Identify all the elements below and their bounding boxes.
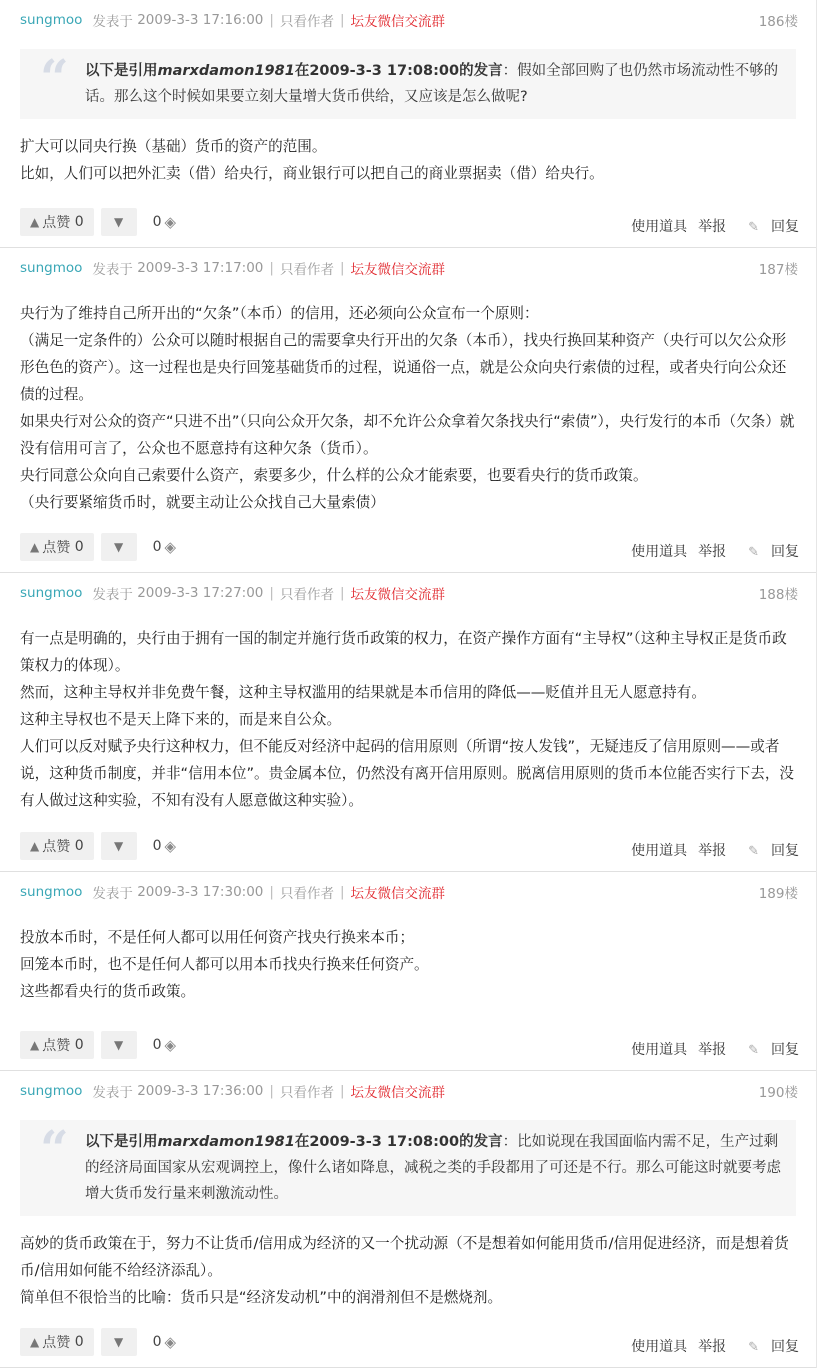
post-line: 央行为了维持自己所开出的“欠条”（本币）的信用，还必须向公众宣布一个原则： [20, 305, 539, 322]
quote-at: 在 [294, 63, 310, 79]
author-link[interactable]: sungmoo [20, 260, 83, 276]
diamond-icon: ◈ [164, 837, 177, 855]
post-line: 有一点是明确的，央行由于拥有一国的制定并施行货币政策的权力，在资产操作方面有“主导权”（这种主导权正是货币政策权力的体现）。 [20, 630, 787, 674]
quote-mark-icon: “ [40, 1119, 69, 1178]
diamond-icon: ◈ [164, 1036, 177, 1054]
reply-link[interactable] [737, 1039, 799, 1059]
score [153, 837, 176, 855]
dislike-button[interactable] [101, 533, 137, 561]
post-line: （满足一定条件的）公众可以随时根据自己的需要拿央行开出的欠条（本币），找央行换回某种资产（央行可以欠公众形形色色的资产）。这一过程也是央行回笼基础货币的过程，说通俗一点，就是公众向央行索债的过程，或者央行向公众还债的过程。 [20, 332, 787, 403]
quote-text: ：比如说现在我国面临内需不足，生产过剩的经济局面国家从宏观调控上，像什么诸如降息，减税之类的手段都用了可还是不行。那么可能这时就要考虑增大货币发行量来刺激流动性。 [85, 1134, 781, 1202]
author-link[interactable]: sungmoo [20, 12, 83, 28]
reply-label: 回复 [771, 219, 799, 235]
score-value: 0 [152, 539, 162, 555]
dislike-button[interactable] [101, 832, 137, 860]
forum-post [0, 1071, 816, 1368]
forum-post [0, 573, 816, 872]
thumb-down-icon: ▼ [113, 540, 124, 554]
posted-prefix: 发表于 [92, 262, 133, 278]
post-line: 这种主导权也不是天上降下来的，而是来自公众。 [20, 711, 342, 728]
forum-post [0, 0, 816, 248]
post-line: （央行要紧缩货币时，就要主动让公众找自己大量索债） [20, 494, 385, 511]
post-meta [20, 573, 796, 613]
score-value: 0 [152, 1037, 162, 1053]
post-line: 然而，这种主导权并非免费午餐，这种主导权滥用的结果就是本币信用的降低——贬值并且无人愿意持有。 [20, 684, 706, 701]
pencil-icon: ✎ [748, 1043, 759, 1058]
post-actions [620, 541, 799, 561]
post-content [20, 613, 796, 821]
like-button[interactable] [20, 1031, 94, 1059]
post-content [20, 1226, 796, 1317]
wechat-group-link[interactable]: 坛友微信交流群 [350, 1085, 446, 1101]
only-author-link[interactable]: 只看作者 [279, 587, 334, 603]
thumb-down-icon: ▼ [113, 215, 124, 229]
report-link[interactable]: 举报 [698, 843, 727, 859]
like-count: 0 [74, 1334, 84, 1350]
dislike-button[interactable] [101, 1328, 137, 1356]
report-link[interactable]: 举报 [698, 544, 727, 560]
post-actions [620, 840, 799, 860]
floor-number[interactable]: 189楼 [758, 886, 798, 902]
post-actions [620, 1336, 799, 1356]
thumb-down-icon: ▼ [113, 1335, 124, 1349]
author-link[interactable]: sungmoo [20, 585, 83, 601]
like-count: 0 [74, 1037, 84, 1053]
wechat-group-link[interactable]: 坛友微信交流群 [350, 886, 446, 902]
reply-link[interactable] [737, 840, 799, 860]
post-time: 2009-3-3 17:30:00 [137, 884, 264, 900]
post-actions [620, 216, 799, 236]
like-label: 点赞 [42, 540, 71, 556]
reply-link[interactable] [737, 216, 799, 236]
like-count: 0 [74, 539, 84, 555]
quote-at: 在 [294, 1134, 310, 1150]
post-line: 投放本币时，不是任何人都可以用任何资产找央行换来本币； [20, 929, 415, 946]
use-tools-link[interactable]: 使用道具 [631, 219, 688, 235]
post-action-bar [20, 522, 799, 572]
dislike-button[interactable] [101, 1031, 137, 1059]
dislike-button[interactable] [101, 208, 137, 236]
post-line: 高妙的货币政策在于，努力不让货币/信用成为经济的又一个扰动源（不是想着如何能用货币/信用促进经济，而是想着货币/信用如何能不给经济添乱）。 [20, 1235, 789, 1279]
diamond-icon: ◈ [164, 213, 177, 231]
score [153, 213, 176, 231]
pencil-icon: ✎ [748, 1340, 759, 1355]
like-button[interactable] [20, 1328, 94, 1356]
post-content [20, 288, 796, 522]
meta-separator: | [269, 1083, 274, 1099]
post-content [20, 129, 796, 197]
author-link[interactable]: sungmoo [20, 1083, 83, 1099]
post-line: 比如，人们可以把外汇卖（借）给央行，商业银行可以把自己的商业票据卖（借）给央行。 [20, 165, 604, 182]
post-line: 这些都看央行的货币政策。 [20, 983, 196, 1000]
like-label: 点赞 [42, 1038, 71, 1054]
quote-lead: 以下是引用 [85, 63, 158, 79]
use-tools-link[interactable]: 使用道具 [631, 1042, 688, 1058]
like-button[interactable] [20, 208, 94, 236]
post-line: 人们可以反对赋予央行这种权力，但不能反对经济中起码的信用原则（所谓“按人发钱”，无疑违反了信用原则——或者说，这种货币制度，并非“信用本位”。贵金属本位，仍然没有离开信用原则。脱离信用原则的货币本位能否实行下去，没有人做过这种实验，不知有没有人愿意做这种实验）。 [20, 738, 795, 809]
quote-mark-icon: “ [40, 48, 69, 107]
reply-label: 回复 [771, 544, 799, 560]
like-count: 0 [74, 214, 84, 230]
post-meta [20, 0, 796, 40]
quote-date: 2009-3-3 17:08:00 [309, 63, 460, 79]
only-author-link[interactable]: 只看作者 [279, 262, 334, 278]
floor-number[interactable]: 187楼 [758, 262, 798, 278]
score-value: 0 [152, 838, 162, 854]
quote-suffix: 的发言 [459, 1134, 503, 1150]
like-label: 点赞 [42, 1335, 71, 1351]
quote-text: ：假如全部回购了也仍然市场流动性不够的话。那么这个时候如果要立刻大量增大货币供给，又应该是怎么做呢? [85, 63, 779, 105]
post-time: 2009-3-3 17:17:00 [137, 260, 264, 276]
pencil-icon: ✎ [748, 545, 759, 560]
wechat-group-link[interactable]: 坛友微信交流群 [350, 587, 446, 603]
pencil-icon: ✎ [748, 220, 759, 235]
forum-post [0, 872, 816, 1071]
diamond-icon: ◈ [164, 1333, 177, 1351]
use-tools-link[interactable]: 使用道具 [631, 1339, 688, 1355]
post-action-bar [20, 197, 799, 247]
meta-separator: | [269, 884, 274, 900]
meta-separator: | [339, 585, 345, 601]
post-line: 央行同意公众向自己索要什么资产，索要多少，什么样的公众才能索要，也要看央行的货币政策。 [20, 467, 648, 484]
meta-separator: | [339, 260, 345, 276]
thumb-up-icon: ▲ [30, 839, 40, 853]
score [153, 1333, 176, 1351]
post-meta [20, 1071, 796, 1111]
post-line: 简单但不很恰当的比喻：货币只是“经济发动机”中的润滑剂但不是燃烧剂。 [20, 1289, 503, 1306]
post-actions [620, 1039, 799, 1059]
quote-user[interactable]: marxdamon1981 [157, 1134, 295, 1150]
meta-separator: | [339, 884, 345, 900]
quote-block [20, 1120, 796, 1216]
author-link[interactable]: sungmoo [20, 884, 83, 900]
thumb-up-icon: ▲ [30, 1038, 40, 1052]
post-action-bar [20, 1317, 799, 1367]
post-action-bar [20, 821, 799, 871]
post-line: 扩大可以同央行换（基础）货币的资产的范围。 [20, 138, 327, 155]
quote-date: 2009-3-3 17:08:00 [309, 1134, 460, 1150]
post-line: 如果央行对公众的资产“只进不出”（只向公众开欠条，却不允许公众拿着欠条找央行“索债”），央行发行的本币（欠条）就没有信用可言了，公众也不愿意持有这种欠条（货币）。 [20, 413, 795, 457]
meta-separator: | [269, 12, 274, 28]
reply-label: 回复 [771, 1339, 799, 1355]
diamond-icon: ◈ [164, 538, 177, 556]
thumb-up-icon: ▲ [30, 215, 40, 229]
score [153, 538, 176, 556]
only-author-link[interactable]: 只看作者 [279, 14, 334, 30]
post-time: 2009-3-3 17:16:00 [137, 12, 264, 28]
thumb-up-icon: ▲ [30, 540, 40, 554]
quote-suffix: 的发言 [459, 63, 503, 79]
meta-separator: | [339, 12, 345, 28]
wechat-group-link[interactable]: 坛友微信交流群 [350, 262, 446, 278]
posted-prefix: 发表于 [92, 587, 133, 603]
quote-user[interactable]: marxdamon1981 [157, 63, 295, 79]
post-content [20, 912, 796, 1020]
use-tools-link[interactable]: 使用道具 [631, 544, 688, 560]
floor-number[interactable]: 186楼 [758, 14, 798, 30]
meta-separator: | [269, 585, 274, 601]
meta-separator: | [269, 260, 274, 276]
post-line: 回笼本币时，也不是任何人都可以用本币找央行换来任何资产。 [20, 956, 429, 973]
meta-separator: | [339, 1083, 345, 1099]
post-action-bar [20, 1020, 799, 1070]
posted-prefix: 发表于 [92, 1085, 133, 1101]
reply-link[interactable] [737, 541, 799, 561]
like-button[interactable] [20, 832, 94, 860]
only-author-link[interactable]: 只看作者 [279, 1085, 334, 1101]
report-link[interactable]: 举报 [698, 1042, 727, 1058]
floor-number[interactable]: 190楼 [758, 1085, 798, 1101]
post-time: 2009-3-3 17:36:00 [137, 1083, 264, 1099]
reply-label: 回复 [771, 1042, 799, 1058]
wechat-group-link[interactable]: 坛友微信交流群 [350, 14, 446, 30]
like-label: 点赞 [42, 215, 71, 231]
only-author-link[interactable]: 只看作者 [279, 886, 334, 902]
post-time: 2009-3-3 17:27:00 [137, 585, 264, 601]
reply-label: 回复 [771, 843, 799, 859]
thumb-up-icon: ▲ [30, 1335, 40, 1349]
report-link[interactable]: 举报 [698, 219, 727, 235]
score-value: 0 [152, 214, 162, 230]
score-value: 0 [152, 1334, 162, 1350]
pencil-icon: ✎ [748, 844, 759, 859]
like-label: 点赞 [42, 839, 71, 855]
forum-post [0, 248, 816, 573]
quote-lead: 以下是引用 [85, 1134, 158, 1150]
posted-prefix: 发表于 [92, 886, 133, 902]
reply-link[interactable] [737, 1336, 799, 1356]
floor-number[interactable]: 188楼 [758, 587, 798, 603]
score [153, 1036, 176, 1054]
like-button[interactable] [20, 533, 94, 561]
like-count: 0 [74, 838, 84, 854]
post-meta [20, 872, 796, 912]
post-meta [20, 248, 796, 288]
thumb-down-icon: ▼ [113, 839, 124, 853]
report-link[interactable]: 举报 [698, 1339, 727, 1355]
thumb-down-icon: ▼ [113, 1038, 124, 1052]
quote-block [20, 49, 796, 119]
posted-prefix: 发表于 [92, 14, 133, 30]
use-tools-link[interactable]: 使用道具 [631, 843, 688, 859]
